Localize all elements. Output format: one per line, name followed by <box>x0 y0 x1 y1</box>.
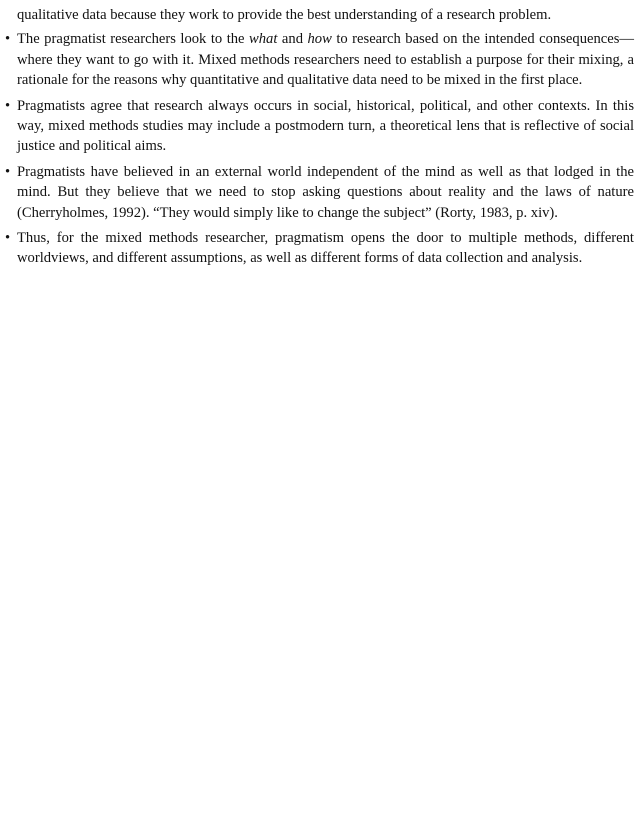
bullet-marker: • <box>5 230 11 247</box>
emphasis-what: what <box>249 31 278 48</box>
item-text: Thus, for the mixed methods researcher, pragmatism opens the door to multiple methods, different worldviews, and different assumptions, as well as different forms of data collection and analysis. <box>17 230 634 267</box>
bullet-marker: • <box>5 97 11 114</box>
bullet-marker: • <box>5 163 11 180</box>
item-text-mid: and <box>277 31 308 48</box>
emphasis-how: how <box>307 31 332 48</box>
continuation-paragraph: qualitative data because they work to provide the best understanding of a research problem. <box>17 7 552 23</box>
bullet-marker: • <box>5 31 11 48</box>
bullet-item-multiple-methods <box>5 228 634 269</box>
bullet-item-external-world <box>5 162 634 223</box>
bullet-item-purpose <box>5 29 634 90</box>
item-text: Pragmatists agree that research always occurs in social, historical, political, and other contexts. In this way, mixed methods studies may include a postmodern turn, a theoretical lens that is reflective of social justice and political aims. <box>17 97 634 155</box>
item-text-start: The pragmatist researchers look to the <box>17 31 250 48</box>
item-text: Pragmatists have believed in an external world independent of the mind as well as that lodged in the mind. But they believe that we need to stop asking questions about reality and the laws of nature (Cherryholmes, 1992). “They would simply like to change the subject” (Rorty, 1983, p. xiv). <box>17 163 634 221</box>
bullet-item-contexts <box>5 96 634 157</box>
item-text-end: to research based on the intended consequences—where they want to go with it. Mixed methods researchers need to establish a purpose for their mixing, a rationale for the reasons why quantitative and qualitative data need to be mixed in the first place. <box>17 31 634 89</box>
